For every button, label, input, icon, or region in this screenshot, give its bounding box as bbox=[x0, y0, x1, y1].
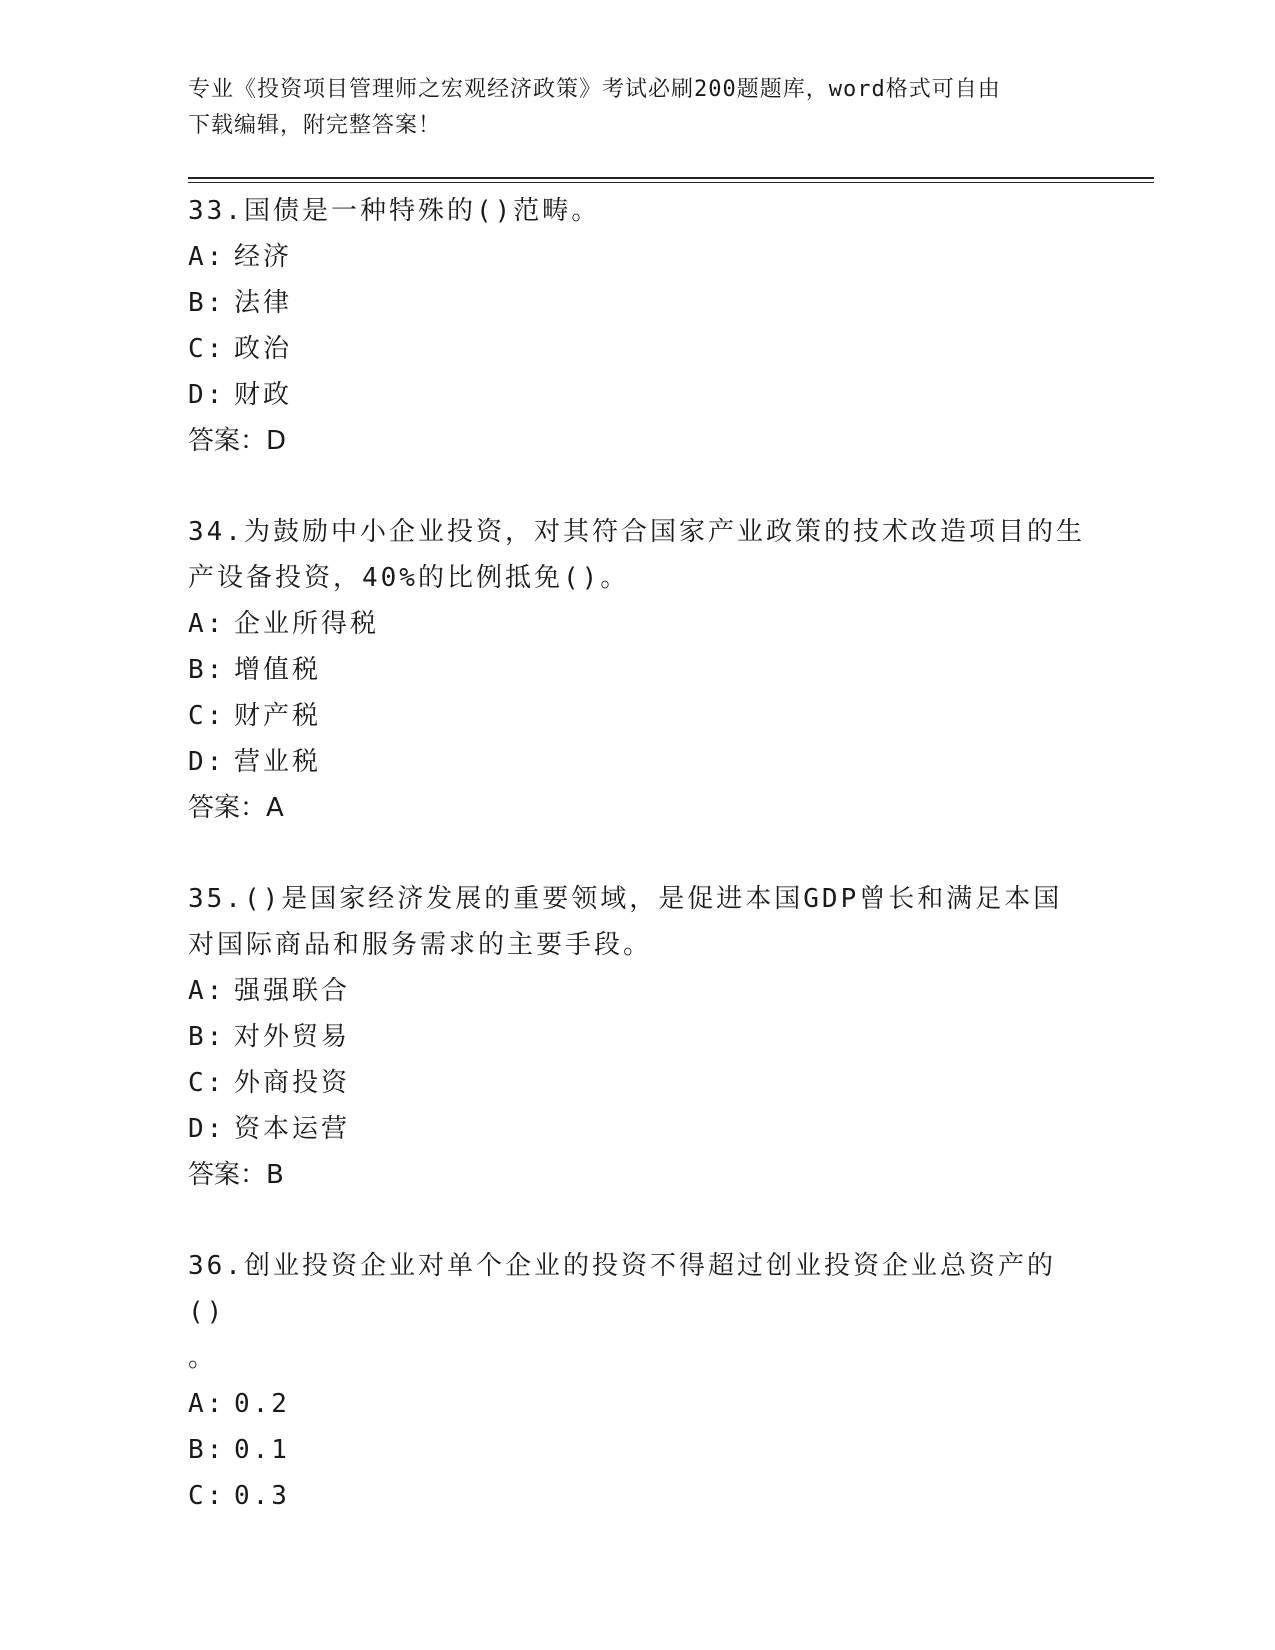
header-line-2: 下载编辑，附完整答案！ bbox=[188, 113, 442, 138]
option-text: 经济 bbox=[234, 242, 293, 272]
option-letter: C: bbox=[188, 701, 226, 731]
option-d bbox=[188, 739, 1088, 785]
option-text: 营业税 bbox=[234, 747, 322, 777]
question-36 bbox=[188, 1243, 1088, 1519]
option-text: 0.2 bbox=[234, 1389, 290, 1419]
question-stem: 33.国债是一种特殊的()范畴。 bbox=[188, 196, 601, 226]
option-d bbox=[188, 372, 1088, 418]
question-stem: 36.创业投资企业对单个企业的投资不得超过创业投资企业总资产的() 。 bbox=[188, 1251, 1056, 1373]
option-b bbox=[188, 1427, 1088, 1473]
option-c bbox=[188, 1473, 1088, 1519]
option-text: 0.1 bbox=[234, 1435, 290, 1465]
answer: 答案：B bbox=[188, 1160, 284, 1190]
option-a bbox=[188, 601, 1088, 647]
header-divider-thick bbox=[188, 177, 1154, 179]
option-c bbox=[188, 326, 1088, 372]
option-letter: D: bbox=[188, 1114, 226, 1144]
option-b bbox=[188, 1014, 1088, 1060]
option-letter: B: bbox=[188, 1022, 226, 1052]
option-text: 增值税 bbox=[234, 655, 322, 685]
option-text: 法律 bbox=[234, 288, 293, 318]
question-35 bbox=[188, 876, 1088, 1198]
question-34 bbox=[188, 509, 1088, 831]
answer: 答案：A bbox=[188, 793, 284, 823]
option-text: 财政 bbox=[234, 380, 293, 410]
option-letter: B: bbox=[188, 655, 226, 685]
option-letter: C: bbox=[188, 1068, 226, 1098]
option-c bbox=[188, 1060, 1088, 1106]
option-text: 外商投资 bbox=[234, 1068, 351, 1098]
option-text: 企业所得税 bbox=[234, 609, 380, 639]
question-stem: 34.为鼓励中小企业投资，对其符合国家产业政策的技术改造项目的生产设备投资，40%的比例抵免()。 bbox=[188, 517, 1085, 593]
header-divider-thin bbox=[188, 182, 1154, 183]
option-b bbox=[188, 280, 1088, 326]
question-stem: 35.()是国家经济发展的重要领域，是促进本国GDP曾长和满足本国对国际商品和服务需求的主要手段。 bbox=[188, 884, 1063, 960]
option-text: 资本运营 bbox=[234, 1114, 351, 1144]
answer: 答案：D bbox=[188, 426, 287, 456]
option-letter: C: bbox=[188, 1481, 226, 1511]
option-text: 财产税 bbox=[234, 701, 322, 731]
option-text: 政治 bbox=[234, 334, 293, 364]
option-letter: B: bbox=[188, 288, 226, 318]
option-letter: D: bbox=[188, 747, 226, 777]
option-a bbox=[188, 234, 1088, 280]
option-a bbox=[188, 1381, 1088, 1427]
option-text: 0.3 bbox=[234, 1481, 290, 1511]
option-text: 对外贸易 bbox=[234, 1022, 351, 1052]
option-a bbox=[188, 968, 1088, 1014]
option-c bbox=[188, 693, 1088, 739]
question-list bbox=[188, 188, 1088, 1519]
option-d bbox=[188, 1106, 1088, 1152]
option-letter: A: bbox=[188, 609, 226, 639]
option-letter: A: bbox=[188, 1389, 226, 1419]
option-letter: A: bbox=[188, 976, 226, 1006]
option-b bbox=[188, 647, 1088, 693]
option-text: 强强联合 bbox=[234, 976, 351, 1006]
option-letter: B: bbox=[188, 1435, 226, 1465]
document-header bbox=[188, 72, 1088, 144]
header-line-1: 专业《投资项目管理师之宏观经济政策》考试必刷200题题库，word格式可自由 bbox=[188, 77, 1001, 102]
option-letter: D: bbox=[188, 380, 226, 410]
question-33 bbox=[188, 188, 1088, 464]
option-letter: C: bbox=[188, 334, 226, 364]
option-letter: A: bbox=[188, 242, 226, 272]
